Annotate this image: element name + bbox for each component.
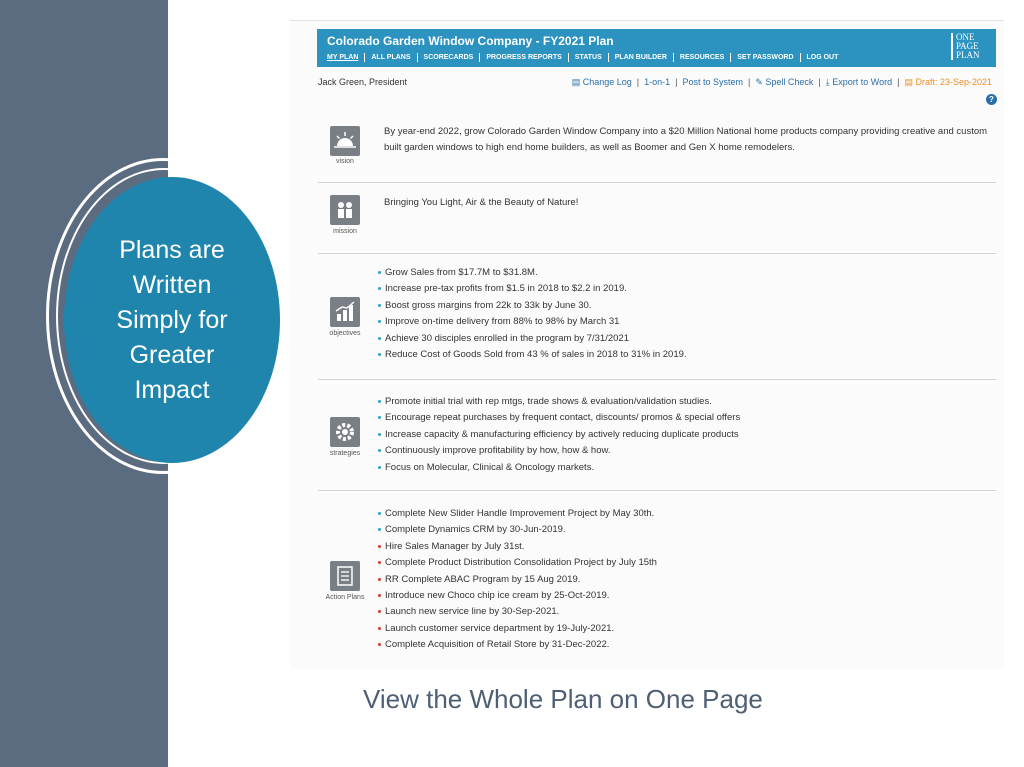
logo-line: PAGE: [956, 41, 979, 51]
strategy-text: Continuously improve profitability by how, how & how.: [385, 445, 611, 457]
strategies-label: strategies: [329, 450, 361, 457]
draft-status-link[interactable]: ▤ Draft: 23-Sep-2021: [904, 77, 992, 87]
toolbar-separator: |: [636, 77, 640, 87]
checklist-icon: [330, 561, 360, 591]
list-item: [378, 281, 687, 297]
plan-title: Colorado Garden Window Company - FY2021 Plan: [327, 34, 614, 48]
toolbar-separator: |: [818, 77, 821, 87]
bullet-dot: [378, 433, 381, 436]
bullet-dot: [378, 400, 381, 403]
action-plan-text: Hire Sales Manager by July 31st.: [385, 540, 525, 552]
list-item: [378, 588, 657, 604]
list-item: [378, 506, 657, 522]
status-dot: [378, 578, 381, 581]
action-plan-text: Introduce new Choco chip ice cream by 25-Oct-2019.: [385, 590, 610, 602]
toolbar-separator: |: [747, 77, 751, 87]
status-dot: [378, 528, 381, 531]
draft-status-label: Draft: 23-Sep-2021: [915, 77, 992, 87]
list-item: [378, 555, 657, 571]
list-item: [378, 265, 687, 281]
status-dot: [378, 512, 381, 515]
list-item: [378, 314, 687, 330]
callout-bubble: [64, 177, 280, 463]
status-dot: [378, 561, 381, 564]
list-item: [378, 347, 687, 363]
spell-check-link[interactable]: ✎ Spell Check: [755, 77, 814, 87]
list-item: [378, 331, 687, 347]
export-to-word-label: Export to Word: [832, 77, 893, 87]
objective-text: Improve on-time delivery from 88% to 98% by March 31: [385, 316, 620, 328]
list-item: [378, 410, 740, 426]
action-plan-text: Complete New Slider Handle Improvement Project by May 30th.: [385, 508, 655, 519]
bullet-dot: [378, 416, 381, 419]
post-to-system-link[interactable]: Post to System: [682, 77, 743, 87]
nav-scorecards[interactable]: SCORECARDS: [418, 53, 481, 62]
bullet-dot: [378, 304, 381, 307]
objectives-list: [378, 265, 687, 363]
bullet-dot: [378, 287, 381, 290]
logo-line: ONE: [956, 32, 975, 42]
slide-caption: View the Whole Plan on One Page: [363, 684, 763, 714]
sunrise-icon: [330, 126, 360, 156]
plan-toolbar: [572, 77, 992, 88]
bullet-dot: [378, 271, 381, 274]
bullet-dot: [378, 320, 381, 323]
toolbar-separator: |: [675, 77, 678, 87]
strategies-section: [318, 380, 996, 491]
nav-all-plans[interactable]: ALL PLANS: [365, 53, 417, 62]
nav-progress-reports[interactable]: PROGRESS REPORTS: [480, 53, 568, 62]
list-item: [378, 572, 657, 588]
strategies-list: [378, 394, 740, 476]
strategy-text: Focus on Molecular, Clinical & Oncology markets.: [385, 461, 595, 473]
vision-text: By year-end 2022, grow Colorado Garden Window Company into a $20 Million National home products company providing creative and custom built garden windows to high end home builders, as well as Boomer and Gen X home remodelers.: [384, 126, 988, 153]
list-item: [378, 604, 657, 620]
one-on-one-link[interactable]: 1-on-1: [644, 77, 671, 87]
action-plan-text: Complete Dynamics CRM by 30-Jun-2019.: [385, 524, 566, 536]
bar-chart-icon: [330, 297, 360, 327]
main-nav: [325, 53, 844, 62]
action-plan-text: Launch new service line by 30-Sep-2021.: [385, 606, 560, 618]
mission-section: [318, 183, 996, 254]
toolbar-separator: |: [897, 77, 900, 87]
objective-text: Achieve 30 disciples enrolled in the program by 7/31/2021: [385, 332, 629, 344]
bullet-dot: [378, 337, 381, 340]
plan-author: Jack Green, President: [318, 77, 408, 87]
list-item: [378, 427, 740, 443]
status-dot: [378, 594, 381, 597]
action-plan-text: Complete Product Distribution Consolidation Project by July 15th: [385, 557, 657, 569]
nav-plan-builder[interactable]: PLAN BUILDER: [609, 53, 674, 62]
list-item: [378, 298, 687, 314]
nav-resources[interactable]: RESOURCES: [674, 53, 731, 62]
list-item: [378, 522, 657, 538]
strategy-text: Promote initial trial with rep mtgs, trade shows & evaluation/validation studies.: [385, 396, 712, 407]
list-item: [378, 394, 740, 410]
nav-set-password[interactable]: SET PASSWORD: [731, 53, 800, 62]
bullet-dot: [378, 466, 381, 469]
status-dot: [378, 643, 381, 646]
mission-label: mission: [333, 228, 357, 235]
objective-text: Reduce Cost of Goods Sold from 43 % of sales in 2018 to 31% in 2019.: [385, 349, 687, 361]
vision-section: [318, 110, 996, 183]
help-icon[interactable]: ?: [986, 94, 997, 105]
list-item: [378, 460, 740, 476]
action-plan-text: Complete Acquisition of Retail Store by 31-Dec-2022.: [385, 639, 610, 651]
status-dot: [378, 545, 381, 548]
one-page-plan-logo: [951, 33, 990, 60]
status-dot: [378, 610, 381, 613]
strategy-text: Increase capacity & manufacturing efficiency by actively reducing duplicate products: [385, 428, 739, 440]
nav-log-out[interactable]: LOG OUT: [806, 54, 839, 61]
export-to-word-link[interactable]: ⤓ Export to Word: [825, 77, 893, 87]
app-header: [317, 29, 996, 67]
list-item: [378, 443, 740, 459]
action-plan-text: Launch customer service department by 19-July-2021.: [385, 622, 615, 634]
objective-text: Increase pre-tax profits from $1.5 in 2018 to $2.2 in 2019.: [385, 283, 627, 295]
list-item: [378, 539, 657, 555]
list-item: [378, 621, 657, 637]
objectives-label: objectives: [329, 330, 361, 337]
callout-text: Plans are Written Simply for Greater Impact: [116, 235, 228, 404]
nav-status[interactable]: STATUS: [569, 53, 609, 62]
action-plans-list: [378, 506, 657, 654]
gear-icon: [330, 417, 360, 447]
strategy-text: Encourage repeat purchases by frequent contact, discounts/ promos & special offers: [385, 412, 741, 424]
change-log-link[interactable]: ▤ Change Log: [571, 77, 632, 87]
action-plans-section: [318, 491, 996, 661]
people-icon: [330, 195, 360, 225]
vision-label: vision: [336, 158, 354, 165]
bullet-dot: [378, 449, 381, 452]
mission-text: Bringing You Light, Air & the Beauty of Nature!: [384, 197, 579, 208]
objective-text: Grow Sales from $17.7M to $31.8M.: [385, 267, 538, 278]
status-dot: [378, 627, 381, 630]
list-item: [378, 637, 657, 653]
logo-line: PLAN: [956, 50, 980, 60]
spell-check-label: Spell Check: [765, 77, 814, 87]
bullet-dot: [378, 353, 381, 356]
action-plan-text: RR Complete ABAC Program by 15 Aug 2019.: [385, 573, 581, 585]
change-log-label: Change Log: [582, 77, 632, 87]
nav-my-plan[interactable]: MY PLAN: [325, 53, 365, 62]
action-plans-label: Action Plans: [325, 594, 365, 601]
objectives-section: [318, 254, 996, 380]
objective-text: Boost gross margins from 22k to 33k by June 30.: [385, 299, 592, 311]
